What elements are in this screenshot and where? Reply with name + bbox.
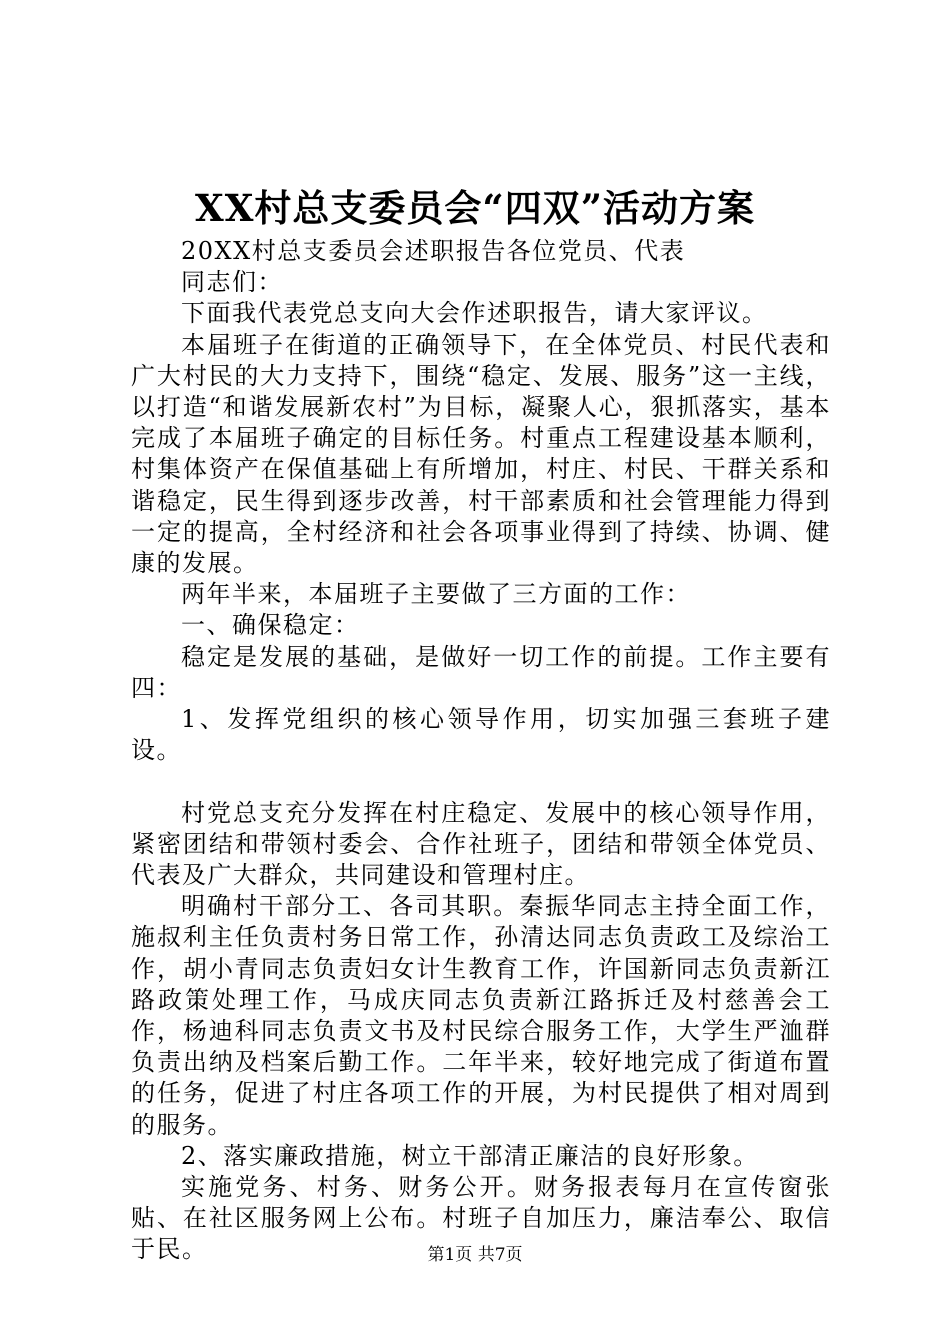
paragraph-intro: 下面我代表党总支向大会作述职报告，请大家评议。 <box>181 299 768 328</box>
paragraph-party-leadership: 村党总支充分发挥在村庄稳定、发展中的核心领导作用，紧密团结和带领村委会、合作社班子，团结和带领全体党员、代表及广大群众，共同建设和管理村庄。 <box>131 798 831 890</box>
document-body <box>131 236 831 1266</box>
paragraph-salutation-2: 同志们： <box>181 268 283 297</box>
paragraph-overview: 两年半来，本届班子主要做了三方面的工作： <box>181 580 691 609</box>
document-title: XX村总支委员会“四双”活动方案 <box>195 186 755 230</box>
paragraph-transparency: 实施党务、村务、财务公开。财务报表每月在宣传窗张贴、在社区服务网上公布。村班子自加压力，廉洁奉公、取信于民。 <box>131 1173 831 1264</box>
subheading-2: 2、落实廉政措施，树立干部清正廉洁的良好形象。 <box>181 1141 759 1170</box>
section-heading-1: 一、确保稳定： <box>181 611 360 640</box>
paragraph-salutation-1: 20XX村总支委员会述职报告各位党员、代表 <box>181 237 686 265</box>
paragraph-division-of-labor: 明确村干部分工、各司其职。秦振华同志主持全面工作，施叔利主任负责村务日常工作，孙清达同志负责政工及综治工作，胡小青同志负责妇女计生教育工作，许国新同志负责新江路政策处理工作，马成庆同志负责新江路拆迁及村慈善会工作，杨迪科同志负责文书及村民综合服务工作，大学生严洫群负责出纳及档案后勤工作。二年半来，较好地完成了街道布置的任务，促进了村庄各项工作的开展，为村民提供了相对周到的服务。 <box>131 892 831 1139</box>
page-footer: 第1页 共7页 <box>427 1245 523 1265</box>
paragraph-summary: 本届班子在街道的正确领导下，在全体党员、村民代表和广大村民的大力支持下，围绕“稳定、发展、服务”这一主线，以打造“和谐发展新农村”为目标，凝聚人心，狠抓落实，基本完成了本届班子确定的目标任务。村重点工程建设基本顺利，村集体资产在保值基础上有所增加，村庄、村民、干群关系和谐稳定，民生得到逐步改善，村干部素质和社会管理能力得到一定的提高，全村经济和社会各项事业得到了持续、协调、健康的发展。 <box>131 330 831 578</box>
subheading-1: 1、发挥党组织的核心领导作用，切实加强三套班子建设。 <box>131 705 831 765</box>
paragraph-stability: 稳定是发展的基础，是做好一切工作的前提。工作主要有四： <box>131 642 831 702</box>
